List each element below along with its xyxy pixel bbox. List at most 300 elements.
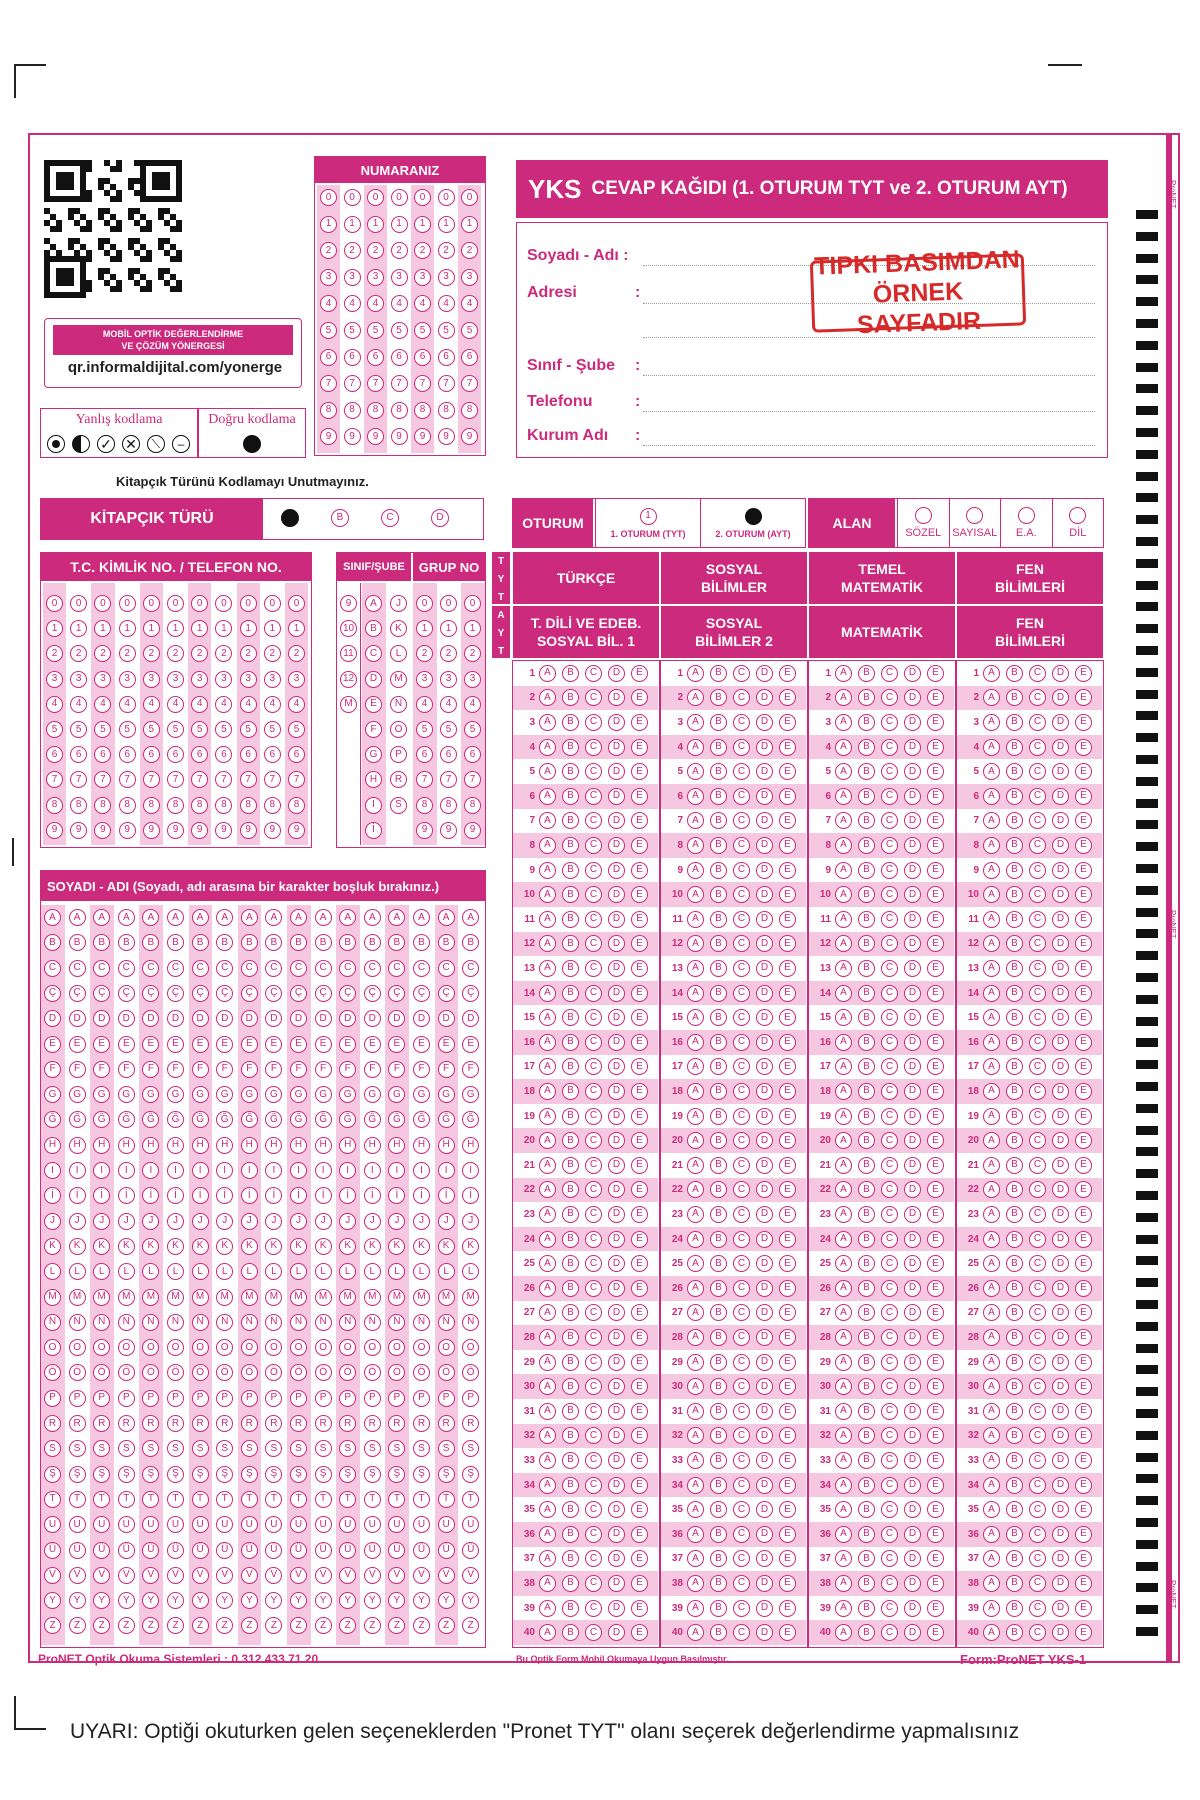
- answer-bubble-e[interactable]: E: [631, 665, 648, 682]
- name-letter-bubble[interactable]: Ç: [339, 985, 356, 1002]
- name-letter-bubble[interactable]: K: [192, 1238, 209, 1255]
- answer-bubble-d[interactable]: D: [608, 1108, 625, 1125]
- answer-bubble-d[interactable]: D: [1052, 1550, 1069, 1567]
- name-letter-bubble[interactable]: Ü: [142, 1542, 159, 1559]
- answer-bubble-a[interactable]: A: [983, 1452, 1000, 1469]
- name-letter-bubble[interactable]: T: [216, 1491, 233, 1508]
- answer-bubble-b[interactable]: B: [858, 1378, 875, 1395]
- name-letter-bubble[interactable]: T: [167, 1491, 184, 1508]
- answer-bubble-e[interactable]: E: [631, 837, 648, 854]
- group-digit-bubble[interactable]: 9: [416, 822, 433, 839]
- name-letter-bubble[interactable]: C: [192, 960, 209, 977]
- number-digit-bubble[interactable]: 9: [391, 428, 408, 445]
- name-letter-bubble[interactable]: L: [167, 1263, 184, 1280]
- answer-bubble-a[interactable]: A: [835, 1157, 852, 1174]
- answer-bubble-a[interactable]: A: [835, 665, 852, 682]
- name-letter-bubble[interactable]: I: [69, 1162, 86, 1179]
- name-letter-bubble[interactable]: N: [339, 1314, 356, 1331]
- answer-bubble-c[interactable]: C: [733, 985, 750, 1002]
- answer-bubble-e[interactable]: E: [779, 1280, 796, 1297]
- name-letter-bubble[interactable]: C: [118, 960, 135, 977]
- answer-bubble-d[interactable]: D: [608, 812, 625, 829]
- answer-bubble-a[interactable]: A: [539, 1550, 556, 1567]
- answer-bubble-e[interactable]: E: [927, 1477, 944, 1494]
- name-letter-bubble[interactable]: G: [315, 1086, 332, 1103]
- answer-bubble-d[interactable]: D: [1052, 960, 1069, 977]
- tc-digit-bubble[interactable]: 8: [143, 797, 160, 814]
- answer-bubble-b[interactable]: B: [858, 763, 875, 780]
- name-letter-bubble[interactable]: J: [290, 1213, 307, 1230]
- answer-bubble-e[interactable]: E: [631, 689, 648, 706]
- name-letter-bubble[interactable]: İ: [216, 1187, 233, 1204]
- name-letter-bubble[interactable]: Z: [438, 1617, 455, 1634]
- answer-bubble-d[interactable]: D: [756, 1427, 773, 1444]
- answer-bubble-b[interactable]: B: [710, 1132, 727, 1149]
- name-letter-bubble[interactable]: E: [241, 1036, 258, 1053]
- answer-bubble-a[interactable]: A: [687, 1280, 704, 1297]
- answer-bubble-e[interactable]: E: [1075, 1304, 1092, 1321]
- answer-bubble-d[interactable]: D: [1052, 1329, 1069, 1346]
- tc-digit-bubble[interactable]: 0: [264, 595, 281, 612]
- tc-digit-bubble[interactable]: 4: [167, 696, 184, 713]
- answer-bubble-e[interactable]: E: [631, 1132, 648, 1149]
- name-letter-bubble[interactable]: Ç: [69, 985, 86, 1002]
- name-letter-bubble[interactable]: D: [413, 1010, 430, 1027]
- answer-bubble-b[interactable]: B: [562, 1009, 579, 1026]
- answer-bubble-b[interactable]: B: [1006, 1083, 1023, 1100]
- group-digit-bubble[interactable]: 7: [440, 771, 457, 788]
- name-letter-bubble[interactable]: T: [192, 1491, 209, 1508]
- grade-bubble[interactable]: 11: [340, 645, 357, 662]
- answer-bubble-a[interactable]: A: [539, 1181, 556, 1198]
- answer-bubble-b[interactable]: B: [562, 1600, 579, 1617]
- tc-digit-bubble[interactable]: 4: [264, 696, 281, 713]
- name-letter-bubble[interactable]: Y: [438, 1592, 455, 1609]
- name-letter-bubble[interactable]: J: [438, 1213, 455, 1230]
- name-letter-bubble[interactable]: L: [241, 1263, 258, 1280]
- number-digit-bubble[interactable]: 8: [367, 402, 384, 419]
- answer-bubble-e[interactable]: E: [1075, 1231, 1092, 1248]
- answer-bubble-b[interactable]: B: [562, 935, 579, 952]
- answer-bubble-a[interactable]: A: [835, 1009, 852, 1026]
- tc-digit-bubble[interactable]: 9: [264, 822, 281, 839]
- number-digit-bubble[interactable]: 7: [414, 375, 431, 392]
- answer-bubble-d[interactable]: D: [608, 739, 625, 756]
- answer-bubble-b[interactable]: B: [562, 1132, 579, 1149]
- name-letter-bubble[interactable]: Ö: [413, 1364, 430, 1381]
- booklet-option-d[interactable]: D: [431, 509, 449, 527]
- answer-bubble-b[interactable]: B: [1006, 935, 1023, 952]
- section-bubble[interactable]: N: [390, 696, 407, 713]
- answer-bubble-e[interactable]: E: [927, 1378, 944, 1395]
- name-letter-bubble[interactable]: Ş: [290, 1466, 307, 1483]
- answer-bubble-c[interactable]: C: [1029, 935, 1046, 952]
- answer-bubble-d[interactable]: D: [756, 1206, 773, 1223]
- answer-bubble-c[interactable]: C: [1029, 1624, 1046, 1641]
- answer-bubble-c[interactable]: C: [881, 1354, 898, 1371]
- name-letter-bubble[interactable]: D: [265, 1010, 282, 1027]
- answer-bubble-d[interactable]: D: [904, 837, 921, 854]
- tc-digit-bubble[interactable]: 8: [167, 797, 184, 814]
- name-letter-bubble[interactable]: G: [118, 1086, 135, 1103]
- answer-bubble-d[interactable]: D: [608, 714, 625, 731]
- section-bubble[interactable]: A: [365, 595, 382, 612]
- name-letter-bubble[interactable]: B: [69, 934, 86, 951]
- answer-bubble-c[interactable]: C: [881, 1329, 898, 1346]
- name-letter-bubble[interactable]: Ü: [462, 1542, 479, 1559]
- answer-bubble-a[interactable]: A: [539, 1477, 556, 1494]
- answer-bubble-a[interactable]: A: [539, 665, 556, 682]
- answer-bubble-e[interactable]: E: [779, 1550, 796, 1567]
- answer-bubble-d[interactable]: D: [1052, 714, 1069, 731]
- answer-bubble-c[interactable]: C: [881, 763, 898, 780]
- name-letter-bubble[interactable]: D: [118, 1010, 135, 1027]
- name-letter-bubble[interactable]: Y: [167, 1592, 184, 1609]
- answer-bubble-e[interactable]: E: [927, 935, 944, 952]
- answer-bubble-d[interactable]: D: [904, 1526, 921, 1543]
- answer-bubble-b[interactable]: B: [1006, 1157, 1023, 1174]
- tc-digit-bubble[interactable]: 9: [46, 822, 63, 839]
- answer-bubble-a[interactable]: A: [835, 1550, 852, 1567]
- name-letter-bubble[interactable]: S: [192, 1440, 209, 1457]
- answer-bubble-b[interactable]: B: [858, 862, 875, 879]
- name-letter-bubble[interactable]: Ğ: [438, 1111, 455, 1128]
- answer-bubble-d[interactable]: D: [904, 1280, 921, 1297]
- number-digit-bubble[interactable]: 6: [461, 349, 478, 366]
- name-letter-bubble[interactable]: Ğ: [413, 1111, 430, 1128]
- name-letter-bubble[interactable]: O: [339, 1339, 356, 1356]
- name-letter-bubble[interactable]: H: [118, 1137, 135, 1154]
- name-letter-bubble[interactable]: A: [364, 909, 381, 926]
- name-letter-bubble[interactable]: O: [241, 1339, 258, 1356]
- number-digit-bubble[interactable]: 7: [320, 375, 337, 392]
- answer-bubble-d[interactable]: D: [1052, 1034, 1069, 1051]
- answer-bubble-c[interactable]: C: [585, 1206, 602, 1223]
- group-digit-bubble[interactable]: 1: [440, 620, 457, 637]
- group-digit-bubble[interactable]: 4: [464, 696, 481, 713]
- answer-bubble-a[interactable]: A: [835, 1378, 852, 1395]
- tc-digit-bubble[interactable]: 7: [94, 771, 111, 788]
- name-letter-bubble[interactable]: Z: [216, 1617, 233, 1634]
- name-letter-bubble[interactable]: P: [364, 1390, 381, 1407]
- answer-bubble-b[interactable]: B: [562, 714, 579, 731]
- tc-digit-bubble[interactable]: 9: [119, 822, 136, 839]
- answer-bubble-b[interactable]: B: [562, 1403, 579, 1420]
- number-digit-bubble[interactable]: 2: [461, 242, 478, 259]
- name-letter-bubble[interactable]: K: [290, 1238, 307, 1255]
- answer-bubble-a[interactable]: A: [983, 1501, 1000, 1518]
- name-letter-bubble[interactable]: K: [339, 1238, 356, 1255]
- answer-bubble-e[interactable]: E: [631, 985, 648, 1002]
- answer-bubble-b[interactable]: B: [562, 763, 579, 780]
- name-letter-bubble[interactable]: Ü: [167, 1542, 184, 1559]
- answer-bubble-e[interactable]: E: [779, 886, 796, 903]
- name-letter-bubble[interactable]: H: [315, 1137, 332, 1154]
- answer-bubble-a[interactable]: A: [539, 1058, 556, 1075]
- name-letter-bubble[interactable]: Ö: [142, 1364, 159, 1381]
- answer-bubble-c[interactable]: C: [585, 837, 602, 854]
- answer-bubble-a[interactable]: A: [687, 1058, 704, 1075]
- answer-bubble-a[interactable]: A: [687, 960, 704, 977]
- name-letter-bubble[interactable]: D: [216, 1010, 233, 1027]
- name-letter-bubble[interactable]: Ö: [364, 1364, 381, 1381]
- tc-digit-bubble[interactable]: 0: [70, 595, 87, 612]
- answer-bubble-e[interactable]: E: [631, 1575, 648, 1592]
- tc-digit-bubble[interactable]: 3: [143, 671, 160, 688]
- number-digit-bubble[interactable]: 6: [344, 349, 361, 366]
- answer-bubble-e[interactable]: E: [927, 837, 944, 854]
- answer-bubble-e[interactable]: E: [1075, 1108, 1092, 1125]
- answer-bubble-a[interactable]: A: [687, 1108, 704, 1125]
- section-bubble[interactable]: M: [390, 671, 407, 688]
- answer-bubble-e[interactable]: E: [1075, 1354, 1092, 1371]
- answer-bubble-d[interactable]: D: [756, 1354, 773, 1371]
- tc-digit-bubble[interactable]: 3: [264, 671, 281, 688]
- answer-bubble-c[interactable]: C: [733, 1206, 750, 1223]
- answer-bubble-b[interactable]: B: [710, 886, 727, 903]
- answer-bubble-a[interactable]: A: [687, 1181, 704, 1198]
- name-letter-bubble[interactable]: Y: [388, 1592, 405, 1609]
- tc-digit-bubble[interactable]: 2: [167, 645, 184, 662]
- answer-bubble-a[interactable]: A: [539, 985, 556, 1002]
- section-bubble[interactable]: İ: [365, 822, 382, 839]
- answer-bubble-c[interactable]: C: [1029, 689, 1046, 706]
- name-letter-bubble[interactable]: B: [167, 934, 184, 951]
- number-digit-bubble[interactable]: 9: [438, 428, 455, 445]
- name-letter-bubble[interactable]: J: [216, 1213, 233, 1230]
- answer-bubble-e[interactable]: E: [927, 886, 944, 903]
- name-letter-bubble[interactable]: İ: [241, 1187, 258, 1204]
- answer-bubble-a[interactable]: A: [983, 1058, 1000, 1075]
- group-digit-bubble[interactable]: 7: [464, 771, 481, 788]
- answer-bubble-e[interactable]: E: [927, 960, 944, 977]
- answer-bubble-e[interactable]: E: [927, 665, 944, 682]
- answer-bubble-e[interactable]: E: [631, 1403, 648, 1420]
- answer-bubble-d[interactable]: D: [1052, 935, 1069, 952]
- answer-bubble-b[interactable]: B: [1006, 1403, 1023, 1420]
- answer-bubble-b[interactable]: B: [562, 862, 579, 879]
- number-digit-bubble[interactable]: 4: [367, 295, 384, 312]
- name-letter-bubble[interactable]: D: [388, 1010, 405, 1027]
- answer-bubble-a[interactable]: A: [835, 1624, 852, 1641]
- name-letter-bubble[interactable]: Ş: [192, 1466, 209, 1483]
- answer-bubble-d[interactable]: D: [608, 862, 625, 879]
- name-letter-bubble[interactable]: Z: [192, 1617, 209, 1634]
- name-letter-bubble[interactable]: E: [93, 1036, 110, 1053]
- answer-bubble-b[interactable]: B: [562, 1304, 579, 1321]
- answer-bubble-c[interactable]: C: [1029, 1157, 1046, 1174]
- answer-bubble-c[interactable]: C: [733, 1452, 750, 1469]
- answer-bubble-d[interactable]: D: [608, 1034, 625, 1051]
- answer-bubble-a[interactable]: A: [983, 1132, 1000, 1149]
- answer-bubble-e[interactable]: E: [1075, 763, 1092, 780]
- name-letter-bubble[interactable]: İ: [118, 1187, 135, 1204]
- number-digit-bubble[interactable]: 9: [367, 428, 384, 445]
- answer-bubble-b[interactable]: B: [562, 1501, 579, 1518]
- answer-bubble-e[interactable]: E: [779, 739, 796, 756]
- answer-bubble-e[interactable]: E: [631, 1280, 648, 1297]
- number-digit-bubble[interactable]: 9: [320, 428, 337, 445]
- answer-bubble-a[interactable]: A: [687, 714, 704, 731]
- name-letter-bubble[interactable]: N: [216, 1314, 233, 1331]
- number-digit-bubble[interactable]: 3: [367, 269, 384, 286]
- name-letter-bubble[interactable]: G: [192, 1086, 209, 1103]
- answer-bubble-d[interactable]: D: [1052, 1231, 1069, 1248]
- answer-bubble-c[interactable]: C: [881, 1181, 898, 1198]
- answer-bubble-b[interactable]: B: [710, 1427, 727, 1444]
- name-letter-bubble[interactable]: P: [241, 1390, 258, 1407]
- name-letter-bubble[interactable]: A: [93, 909, 110, 926]
- answer-bubble-b[interactable]: B: [858, 1452, 875, 1469]
- tc-digit-bubble[interactable]: 9: [70, 822, 87, 839]
- answer-bubble-e[interactable]: E: [631, 1477, 648, 1494]
- answer-bubble-c[interactable]: C: [733, 1255, 750, 1272]
- answer-bubble-c[interactable]: C: [733, 1157, 750, 1174]
- answer-bubble-b[interactable]: B: [710, 788, 727, 805]
- answer-bubble-e[interactable]: E: [779, 837, 796, 854]
- name-letter-bubble[interactable]: E: [44, 1036, 61, 1053]
- answer-bubble-d[interactable]: D: [608, 1452, 625, 1469]
- name-letter-bubble[interactable]: M: [315, 1289, 332, 1306]
- answer-bubble-e[interactable]: E: [927, 1157, 944, 1174]
- name-letter-bubble[interactable]: T: [462, 1491, 479, 1508]
- number-digit-bubble[interactable]: 5: [344, 322, 361, 339]
- name-letter-bubble[interactable]: A: [438, 909, 455, 926]
- answer-bubble-a[interactable]: A: [687, 665, 704, 682]
- tc-digit-bubble[interactable]: 8: [264, 797, 281, 814]
- name-letter-bubble[interactable]: İ: [265, 1187, 282, 1204]
- name-letter-bubble[interactable]: J: [241, 1213, 258, 1230]
- answer-bubble-e[interactable]: E: [631, 1452, 648, 1469]
- name-letter-bubble[interactable]: A: [241, 909, 258, 926]
- name-letter-bubble[interactable]: N: [192, 1314, 209, 1331]
- answer-bubble-e[interactable]: E: [631, 1329, 648, 1346]
- answer-bubble-d[interactable]: D: [904, 689, 921, 706]
- number-digit-bubble[interactable]: 0: [414, 189, 431, 206]
- answer-bubble-d[interactable]: D: [904, 1034, 921, 1051]
- answer-bubble-d[interactable]: D: [608, 763, 625, 780]
- name-letter-bubble[interactable]: Ö: [290, 1364, 307, 1381]
- number-digit-bubble[interactable]: 1: [391, 216, 408, 233]
- name-letter-bubble[interactable]: M: [364, 1289, 381, 1306]
- name-letter-bubble[interactable]: I: [44, 1162, 61, 1179]
- name-letter-bubble[interactable]: J: [265, 1213, 282, 1230]
- answer-bubble-e[interactable]: E: [779, 960, 796, 977]
- answer-bubble-e[interactable]: E: [779, 1157, 796, 1174]
- answer-bubble-a[interactable]: A: [835, 812, 852, 829]
- name-letter-bubble[interactable]: O: [44, 1339, 61, 1356]
- name-letter-bubble[interactable]: K: [388, 1238, 405, 1255]
- answer-bubble-c[interactable]: C: [733, 1624, 750, 1641]
- tc-digit-bubble[interactable]: 7: [143, 771, 160, 788]
- answer-bubble-e[interactable]: E: [1075, 1575, 1092, 1592]
- answer-bubble-c[interactable]: C: [585, 812, 602, 829]
- number-digit-bubble[interactable]: 3: [391, 269, 408, 286]
- name-letter-bubble[interactable]: K: [462, 1238, 479, 1255]
- answer-bubble-d[interactable]: D: [904, 985, 921, 1002]
- answer-bubble-c[interactable]: C: [585, 862, 602, 879]
- answer-bubble-e[interactable]: E: [631, 1501, 648, 1518]
- name-letter-bubble[interactable]: U: [364, 1516, 381, 1533]
- name-letter-bubble[interactable]: C: [216, 960, 233, 977]
- name-letter-bubble[interactable]: E: [339, 1036, 356, 1053]
- name-letter-bubble[interactable]: T: [413, 1491, 430, 1508]
- number-digit-bubble[interactable]: 2: [367, 242, 384, 259]
- name-letter-bubble[interactable]: L: [44, 1263, 61, 1280]
- name-letter-bubble[interactable]: P: [216, 1390, 233, 1407]
- section-bubble[interactable]: F: [365, 721, 382, 738]
- name-letter-bubble[interactable]: R: [167, 1415, 184, 1432]
- answer-bubble-c[interactable]: C: [585, 1452, 602, 1469]
- answer-bubble-d[interactable]: D: [756, 1108, 773, 1125]
- name-letter-bubble[interactable]: V: [167, 1567, 184, 1584]
- number-digit-bubble[interactable]: 5: [391, 322, 408, 339]
- answer-bubble-c[interactable]: C: [733, 739, 750, 756]
- tc-digit-bubble[interactable]: 8: [46, 797, 63, 814]
- number-digit-bubble[interactable]: 1: [461, 216, 478, 233]
- answer-bubble-d[interactable]: D: [1052, 1452, 1069, 1469]
- name-letter-bubble[interactable]: Z: [118, 1617, 135, 1634]
- name-letter-bubble[interactable]: P: [388, 1390, 405, 1407]
- answer-bubble-c[interactable]: C: [1029, 1477, 1046, 1494]
- name-letter-bubble[interactable]: Ü: [388, 1542, 405, 1559]
- answer-bubble-a[interactable]: A: [539, 812, 556, 829]
- answer-bubble-a[interactable]: A: [983, 1354, 1000, 1371]
- answer-bubble-d[interactable]: D: [756, 1231, 773, 1248]
- answer-bubble-e[interactable]: E: [927, 739, 944, 756]
- name-letter-bubble[interactable]: B: [413, 934, 430, 951]
- name-letter-bubble[interactable]: P: [339, 1390, 356, 1407]
- name-letter-bubble[interactable]: U: [192, 1516, 209, 1533]
- name-letter-bubble[interactable]: B: [364, 934, 381, 951]
- answer-bubble-b[interactable]: B: [858, 665, 875, 682]
- tc-digit-bubble[interactable]: 1: [143, 620, 160, 637]
- name-letter-bubble[interactable]: A: [462, 909, 479, 926]
- name-letter-bubble[interactable]: İ: [290, 1187, 307, 1204]
- answer-bubble-e[interactable]: E: [927, 1058, 944, 1075]
- name-letter-bubble[interactable]: D: [142, 1010, 159, 1027]
- answer-bubble-b[interactable]: B: [858, 1624, 875, 1641]
- name-letter-bubble[interactable]: Ş: [142, 1466, 159, 1483]
- name-letter-bubble[interactable]: A: [192, 909, 209, 926]
- answer-bubble-d[interactable]: D: [1052, 837, 1069, 854]
- answer-bubble-c[interactable]: C: [1029, 1132, 1046, 1149]
- answer-bubble-d[interactable]: D: [1052, 1354, 1069, 1371]
- name-letter-bubble[interactable]: Ğ: [388, 1111, 405, 1128]
- name-letter-bubble[interactable]: N: [413, 1314, 430, 1331]
- answer-bubble-b[interactable]: B: [858, 1550, 875, 1567]
- answer-bubble-a[interactable]: A: [687, 739, 704, 756]
- name-letter-bubble[interactable]: Ğ: [118, 1111, 135, 1128]
- answer-bubble-d[interactable]: D: [904, 960, 921, 977]
- answer-bubble-a[interactable]: A: [835, 837, 852, 854]
- name-letter-bubble[interactable]: K: [216, 1238, 233, 1255]
- name-letter-bubble[interactable]: R: [462, 1415, 479, 1432]
- answer-bubble-b[interactable]: B: [562, 1452, 579, 1469]
- section-bubble[interactable]: D: [365, 671, 382, 688]
- answer-bubble-c[interactable]: C: [733, 1354, 750, 1371]
- name-letter-bubble[interactable]: K: [69, 1238, 86, 1255]
- answer-bubble-a[interactable]: A: [835, 1329, 852, 1346]
- answer-bubble-a[interactable]: A: [835, 788, 852, 805]
- number-digit-bubble[interactable]: 4: [391, 295, 408, 312]
- answer-bubble-c[interactable]: C: [733, 837, 750, 854]
- field-option[interactable]: [897, 499, 949, 547]
- answer-bubble-e[interactable]: E: [927, 1600, 944, 1617]
- answer-bubble-e[interactable]: E: [631, 1304, 648, 1321]
- name-letter-bubble[interactable]: M: [388, 1289, 405, 1306]
- name-letter-bubble[interactable]: Ö: [241, 1364, 258, 1381]
